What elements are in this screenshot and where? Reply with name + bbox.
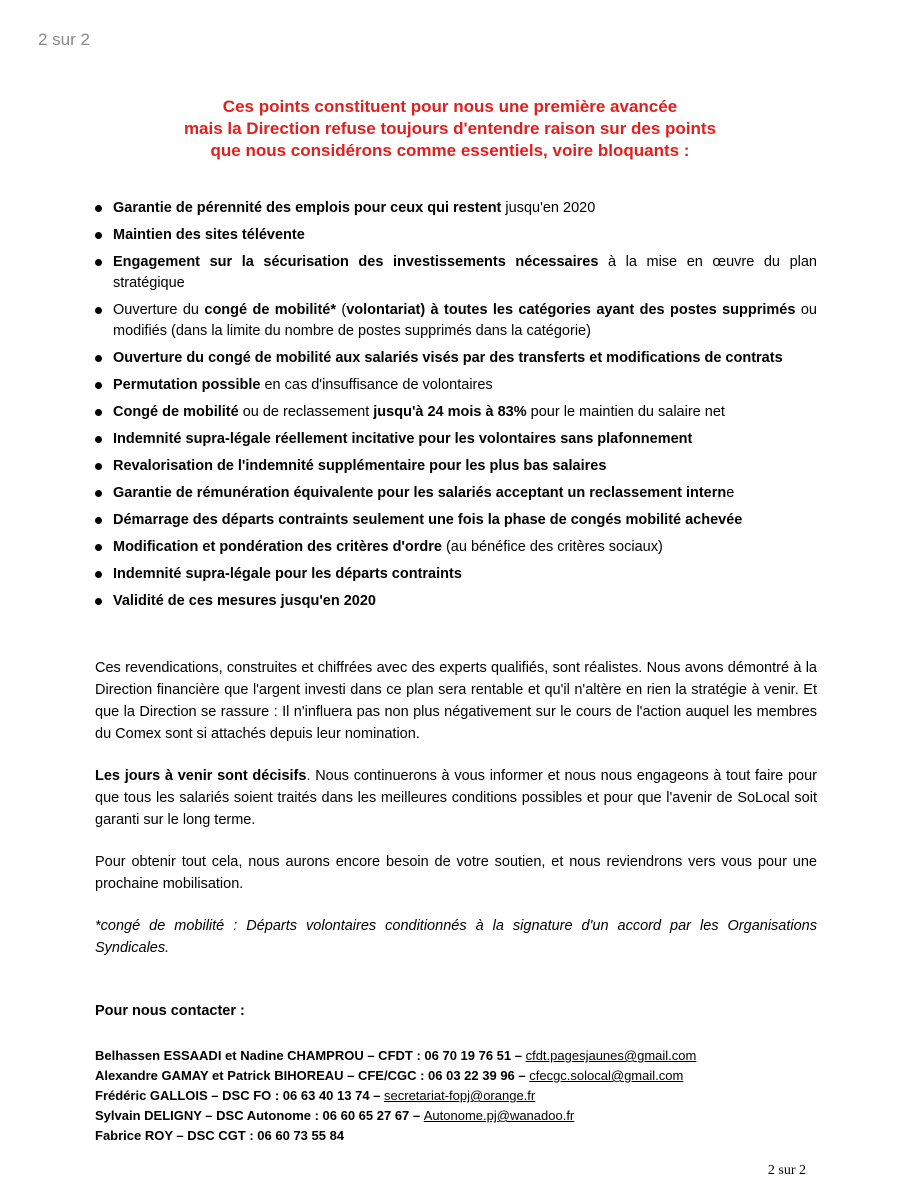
contacts-title: Pour nous contacter :: [95, 1003, 245, 1019]
paragraph-claims: Ces revendications, construites et chiffrées avec des experts qualifiés, sont réalistes. Nous avons démontré à la Direction financière que l'argent investi dans ce plan sera rentable et qu'il n'altère en rien la stratégie à venir. Et que la Direction se rassure : Il n'influera pas non plus négativement sur le cours de l'action auquel les membres du Comex sont si attachés depuis leur nomination.: [95, 660, 817, 742]
bullet-icon: [95, 490, 102, 497]
contact-name-phone: Belhassen ESSAADI et Nadine CHAMPROU – CFDT : 06 70 19 76 51 –: [95, 1048, 526, 1063]
demand-text: pour le maintien du salaire net: [526, 404, 725, 420]
demand-item: [95, 537, 817, 558]
paragraph-coming-days-bold: Les jours à venir sont décisifs: [95, 768, 307, 784]
bullet-icon: [95, 382, 102, 389]
demand-item: [95, 564, 817, 585]
demand-text-bold: congé de mobilité*: [204, 302, 336, 318]
demand-item: [95, 483, 817, 504]
demand-text: (au bénéfice des critères sociaux): [441, 539, 663, 555]
demand-item: [95, 429, 817, 450]
demand-item: [95, 198, 817, 219]
bullet-icon: [95, 463, 102, 470]
demand-text: à la mise en œuvre du plan stratégique: [113, 254, 817, 291]
contact-line: [95, 1046, 835, 1066]
footnote-mobility-leave: *congé de mobilité : Départs volontaires conditionnés à la signature d'un accord par les Organisations Syndicales.: [95, 918, 817, 956]
document-heading: [0, 96, 900, 162]
heading-line-3: que nous considérons comme essentiels, voire bloquants :: [210, 141, 690, 160]
paragraph-coming-days: [95, 765, 817, 831]
demand-text-bold: Congé de mobilité: [113, 404, 239, 420]
demand-text-bold: Indemnité supra-légale réellement incitative pour les volontaires sans plafonnement: [113, 431, 693, 447]
bullet-icon: [95, 307, 102, 314]
demand-text: e: [726, 485, 735, 501]
bullet-icon: [95, 598, 102, 605]
contact-line: [95, 1066, 835, 1086]
heading-line-1: Ces points constituent pour nous une première avancée: [222, 97, 678, 116]
demand-text-bold: Revalorisation de l'indemnité supplémentaire pour les plus bas salaires: [113, 458, 607, 474]
bullet-icon: [95, 205, 102, 212]
contact-email-link[interactable]: secretariat-fopj@orange.fr: [384, 1088, 536, 1103]
contact-email-link[interactable]: cfecgc.solocal@gmail.com: [529, 1068, 684, 1083]
contact-line: [95, 1126, 835, 1146]
demand-text-bold: Permutation possible: [113, 377, 261, 393]
demand-text-bold: Garantie de pérennité des emplois pour ceux qui restent: [113, 200, 502, 216]
demand-item: [95, 456, 817, 477]
demand-item: [95, 375, 817, 396]
demand-text-bold: volontariat) à toutes les catégories ayant des postes supprimés: [346, 302, 796, 318]
demand-text: (: [336, 302, 347, 318]
paragraph-coming-days-rest: . Nous continuerons à vous informer et nous nous engageons à tout faire pour que tous les salariés soient traités dans les meilleures conditions possibles et pour que l'avenir de SoLocal soit garanti sur le long terme.: [95, 768, 817, 828]
demands-list: [95, 198, 817, 618]
contact-name-phone: Fabrice ROY – DSC CGT : 06 60 73 55 84: [95, 1128, 345, 1143]
bullet-icon: [95, 409, 102, 416]
bullet-icon: [95, 544, 102, 551]
bullet-icon: [95, 232, 102, 239]
demand-item: [95, 402, 817, 423]
bullet-icon: [95, 571, 102, 578]
demand-text-bold: Démarrage des départs contraints seulement une fois la phase de congés mobilité achevée: [113, 512, 743, 528]
footer-page-number: 2 sur 2: [767, 1163, 806, 1178]
demand-text-bold: Garantie de rémunération équivalente pour les salariés acceptant un reclassement intern: [113, 485, 727, 501]
paragraph-support: Pour obtenir tout cela, nous aurons encore besoin de votre soutien, et nous reviendrons vers vous pour une prochaine mobilisation.: [95, 854, 817, 892]
demand-item: [95, 300, 817, 342]
demand-text-bold: Indemnité supra-légale pour les départs contraints: [113, 566, 462, 582]
contact-line: [95, 1086, 835, 1106]
heading-line-2: mais la Direction refuse toujours d'entendre raison sur des points: [183, 119, 717, 138]
demand-item: [95, 348, 817, 369]
demand-text: ou modifiés (dans la limite du nombre de postes supprimés dans la catégorie): [113, 302, 817, 339]
contacts-list: [95, 1046, 835, 1146]
demand-text-bold: Maintien des sites télévente: [113, 227, 305, 243]
demand-item: [95, 225, 817, 246]
demand-text: jusqu'en 2020: [501, 200, 596, 216]
demand-text-bold: Engagement sur la sécurisation des investissements nécessaires: [113, 254, 599, 270]
contact-name-phone: Frédéric GALLOIS – DSC FO : 06 63 40 13 74 –: [95, 1088, 385, 1103]
demand-item: [95, 252, 817, 294]
bullet-icon: [95, 517, 102, 524]
demand-text: Ouverture du: [113, 302, 205, 318]
viewer-page-indicator: 2 sur 2: [38, 30, 90, 49]
bullet-icon: [95, 355, 102, 362]
contact-name-phone: Alexandre GAMAY et Patrick BIHOREAU – CFE/CGC : 06 03 22 39 96 –: [95, 1068, 530, 1083]
demand-text: en cas d'insuffisance de volontaires: [260, 377, 493, 393]
contact-email-link[interactable]: Autonome.pj@wanadoo.fr: [423, 1108, 575, 1123]
bullet-icon: [95, 259, 102, 266]
contact-name-phone: Sylvain DELIGNY – DSC Autonome : 06 60 65 27 67 –: [95, 1108, 424, 1123]
contact-line: [95, 1106, 835, 1126]
demand-text-bold: Modification et pondération des critères d'ordre: [113, 539, 442, 555]
demand-text-bold: Ouverture du congé de mobilité aux salariés visés par des transferts et modifications de contrats: [113, 350, 783, 366]
bullet-icon: [95, 436, 102, 443]
demand-item: [95, 591, 817, 612]
contact-email-link[interactable]: cfdt.pagesjaunes@gmail.com: [525, 1048, 697, 1063]
demand-text-bold: Validité de ces mesures jusqu'en 2020: [113, 593, 376, 609]
demand-item: [95, 510, 817, 531]
demand-text: ou de reclassement: [238, 404, 374, 420]
demand-text-bold: jusqu'à 24 mois à 83%: [373, 404, 527, 420]
